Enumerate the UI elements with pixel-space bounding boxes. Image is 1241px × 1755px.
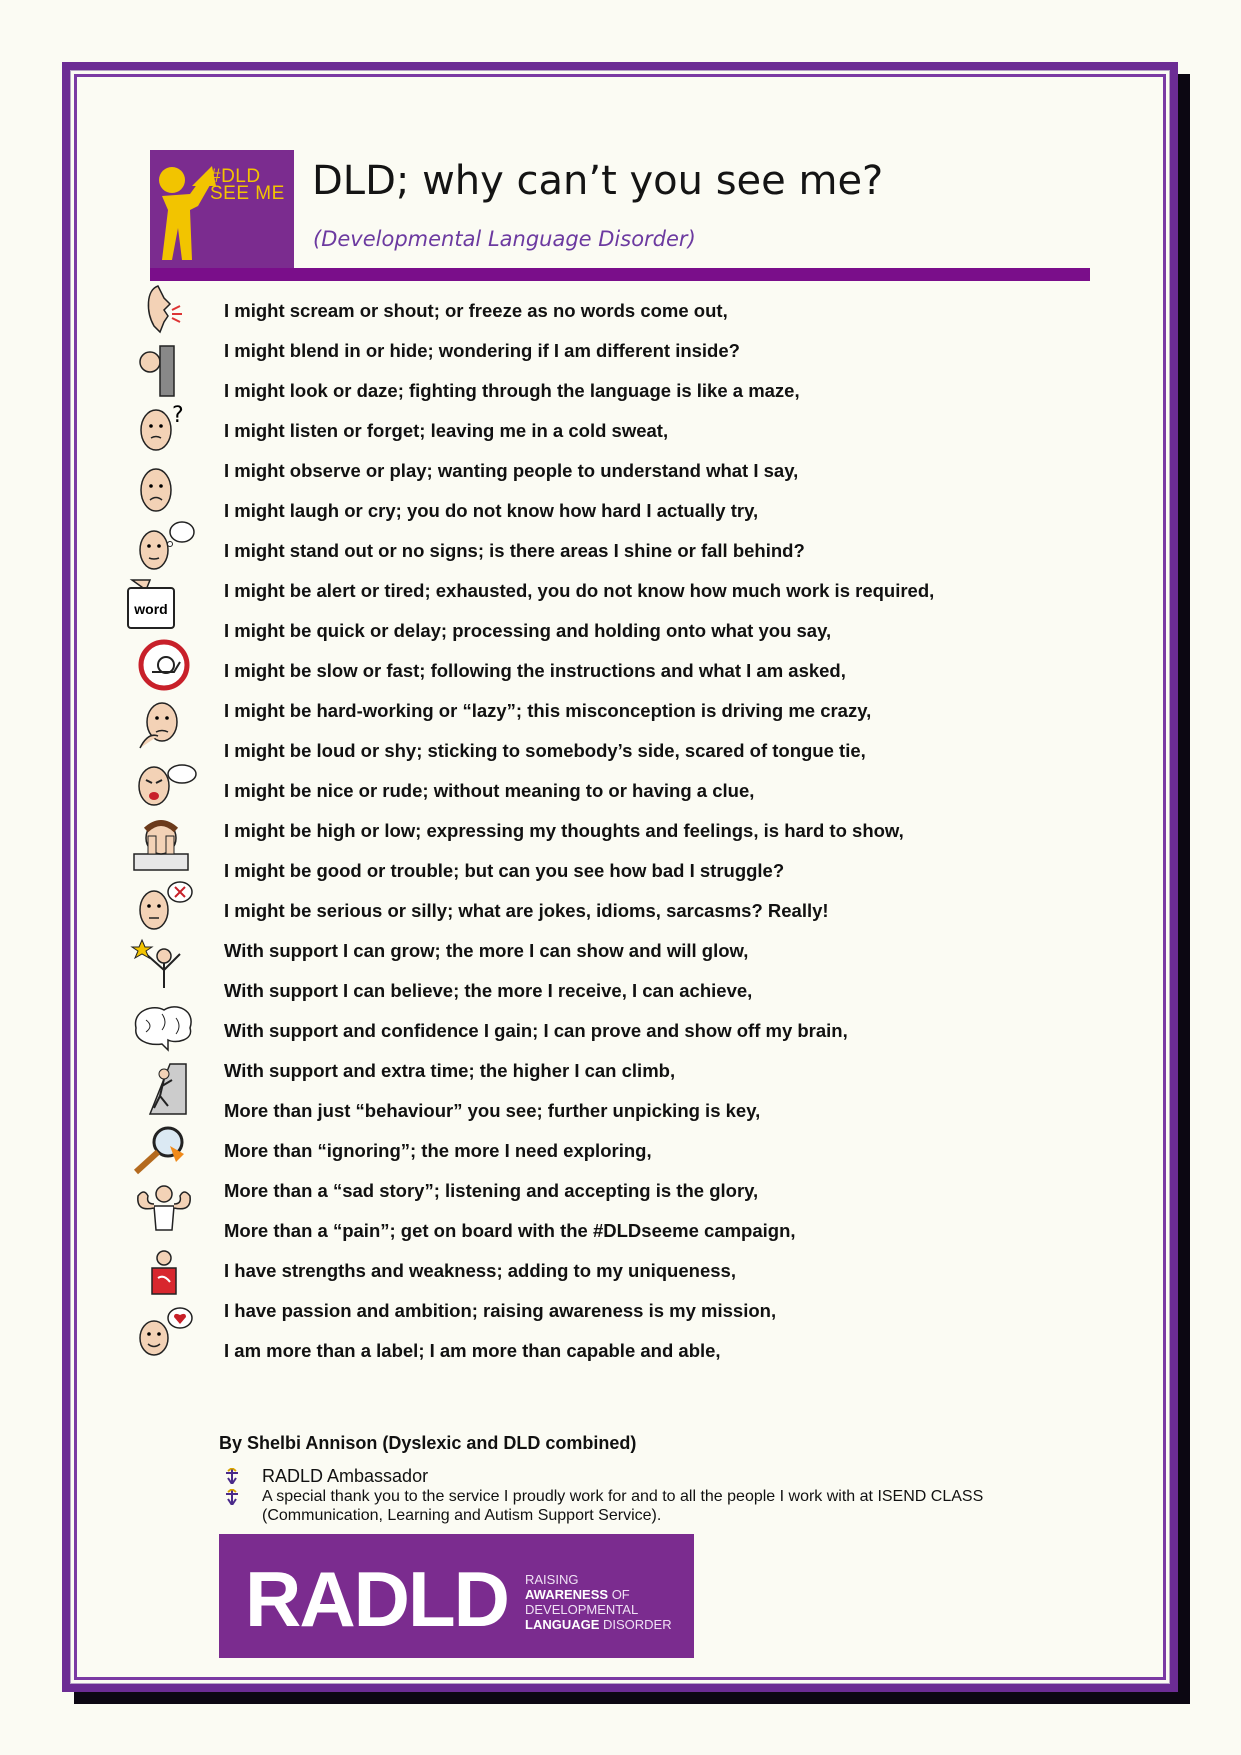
- poem-line: I have passion and ambition; raising awareness is my mission,: [224, 1300, 777, 1321]
- poem-line: With support I can believe; the more I receive, I can achieve,: [224, 980, 753, 1001]
- acknowledgements: [224, 1466, 1054, 1525]
- snail-sign-icon: [124, 638, 204, 692]
- angry-face-icon: [124, 758, 204, 812]
- bullet-item: A special thank you to the service I proudly work for and to all the people I work with at ISEND CLASS (Communication, Learning and Autism Support Service).: [224, 1487, 1054, 1525]
- poem-line: I am more than a label; I am more than capable and able,: [224, 1340, 721, 1361]
- dld-see-me-logo: [150, 150, 294, 270]
- poem-line: I might stand out or no signs; is there areas I shine or fall behind?: [224, 540, 805, 561]
- page-title: DLD; why can’t you see me?: [312, 158, 884, 204]
- poem-line: With support and extra time; the higher I can climb,: [224, 1060, 676, 1081]
- confused-face-icon: [124, 400, 204, 454]
- hiding-behind-wall-icon: [124, 344, 204, 398]
- poem-line: I might be slow or fast; following the instructions and what I am asked,: [224, 660, 846, 681]
- shouting-face-icon: [124, 282, 204, 336]
- poem-line: With support I can grow; the more I can show and will glow,: [224, 940, 749, 961]
- poem-line: I might blend in or hide; wondering if I am different inside?: [224, 340, 740, 361]
- poem-line: I might scream or shout; or freeze as no words come out,: [224, 300, 728, 321]
- header-divider: [150, 268, 1090, 281]
- bullet-item: RADLD Ambassador: [224, 1466, 1054, 1487]
- author-credit: By Shelbi Annison (Dyslexic and DLD combined): [219, 1433, 637, 1453]
- sad-face-icon: [124, 462, 204, 516]
- poem-line: With support and confidence I gain; I can prove and show off my brain,: [224, 1020, 848, 1041]
- puzzled-face-icon: [124, 878, 204, 932]
- radld-logo: [219, 1534, 694, 1658]
- svg-text:?: ?: [172, 403, 184, 428]
- poem-line: I might be loud or shy; sticking to somebody’s side, scared of tongue tie,: [224, 740, 866, 761]
- brain-icon: [124, 1000, 204, 1054]
- arrow-bullet-icon: [224, 1468, 240, 1484]
- passion-person-icon: [124, 1244, 204, 1298]
- poem-line: More than just “behaviour” you see; further unpicking is key,: [224, 1100, 761, 1121]
- poem-line: I might be high or low; expressing my thoughts and feelings, is hard to show,: [224, 820, 904, 841]
- poem-line: I might observe or play; wanting people to understand what I say,: [224, 460, 799, 481]
- poem-line: I might be quick or delay; processing and holding onto what you say,: [224, 620, 832, 641]
- love-face-icon: [124, 1304, 204, 1358]
- magnifying-glass-icon: [124, 1122, 204, 1176]
- svg-text:word: word: [134, 601, 168, 617]
- head-in-hands-icon: [124, 818, 204, 872]
- poem-line: I might be alert or tired; exhausted, you do not know how much work is required,: [224, 580, 935, 601]
- climbing-icon: [124, 1062, 204, 1116]
- arrow-bullet-icon: [224, 1489, 240, 1505]
- worried-face-icon: [124, 698, 204, 752]
- poem: [224, 291, 934, 1371]
- poem-line: More than “ignoring”; the more I need exploring,: [224, 1140, 652, 1161]
- thinking-face-icon: [124, 518, 204, 572]
- poem-line: More than a “sad story”; listening and accepting is the glory,: [224, 1180, 759, 1201]
- poem-line: I might listen or forget; leaving me in a cold sweat,: [224, 420, 669, 441]
- radld-wordmark: RADLD: [245, 1555, 508, 1643]
- poem-line: I might be good or trouble; but can you see how bad I struggle?: [224, 860, 785, 881]
- poem-line: I might look or daze; fighting through the language is like a maze,: [224, 380, 800, 401]
- poem-line: I have strengths and weakness; adding to my uniqueness,: [224, 1260, 736, 1281]
- poem-line: I might be serious or silly; what are jokes, idioms, sarcasms? Really!: [224, 900, 829, 921]
- logo-tagline: #DLD SEE ME: [210, 166, 285, 204]
- word-card-icon: [124, 578, 204, 632]
- page-subtitle: (Developmental Language Disorder): [313, 227, 696, 251]
- poem-line: More than a “pain”; get on board with the #DLDseeme campaign,: [224, 1220, 796, 1241]
- star-person-icon: [124, 938, 204, 992]
- poem-line: I might be nice or rude; without meaning to or having a clue,: [224, 780, 755, 801]
- strong-arms-icon: [124, 1180, 204, 1234]
- radld-tagline: RAISING AWARENESS OF DEVELOPMENTAL LANGUAGE DISORDER: [525, 1572, 672, 1632]
- poem-line: I might be hard-working or “lazy”; this misconception is driving me crazy,: [224, 700, 872, 721]
- poem-line: I might laugh or cry; you do not know how hard I actually try,: [224, 500, 759, 521]
